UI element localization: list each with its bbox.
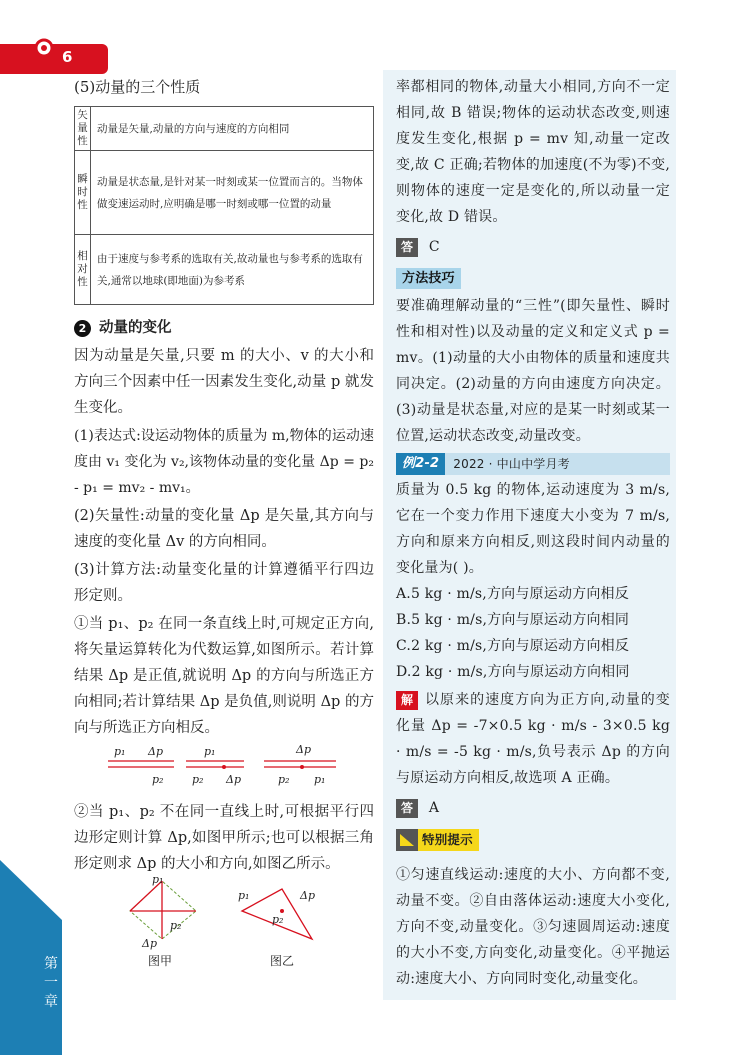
fig-caption-jia: 图甲	[148, 954, 173, 968]
tip-icon	[396, 829, 418, 851]
sub-heading: (5)动量的三个性质	[74, 78, 201, 96]
solution-tag: 解	[396, 691, 418, 710]
fig-label-p2: p₂	[152, 773, 164, 786]
table-value: 由于速度与参考系的选取有关,故动量也与参考系的选取有关,通常以地球(即地面)为参考系	[91, 235, 374, 305]
example-source: 2022 · 中山中学月考	[453, 457, 570, 471]
table-key: 瞬时性	[75, 151, 91, 235]
paragraph: (3)计算方法:动量变化量的计算遵循平行四边形定则。	[74, 562, 374, 604]
solution-text: 以原来的速度方向为正方向,动量的变化量 Δp = -7×0.5 kg · m/s - 3×0.5 kg · m/s = -5 kg · m/s,负号表示 Δp 的方向与原运动方向相反,故选项 A 正确。	[396, 692, 670, 786]
section-heading	[74, 315, 374, 341]
fig-label-p1: p₁	[314, 773, 326, 786]
properties-table	[74, 106, 374, 305]
solution-block	[396, 687, 670, 791]
chapter-label: 第一章	[44, 956, 58, 1010]
example-header	[396, 453, 670, 475]
table-key: 矢量性	[75, 107, 91, 151]
key-logo-icon	[30, 38, 60, 78]
method-tips-text: 要准确理解动量的“三性”(即矢量性、瞬时性和相对性)以及动量的定义和定义式 p = mv。(1)动量的大小由物体的质量和速度共同决定。(2)动量的方向由速度方向决定。(3)动量是状态量,对应的是某一时刻或某一位置,运动状态改变,动量改变。	[396, 298, 670, 444]
fig-label-p2: p₂	[192, 773, 204, 786]
answer-line	[396, 234, 670, 260]
option-b: B.5 kg · m/s,方向与原运动方向相同	[396, 612, 630, 628]
paragraph: ②当 p₁、p₂ 不在同一直线上时,可根据平行四边形定则计算 Δp,如图甲所示;也可以根据三角形定则求 Δp 的大小和方向,如图乙所示。	[74, 804, 374, 872]
fig-label-dp: Δp	[296, 743, 311, 756]
special-tip-label	[396, 829, 479, 851]
fig-label-dp: Δp	[300, 889, 315, 902]
option-c: C.2 kg · m/s,方向与原运动方向相反	[396, 638, 630, 654]
left-column	[74, 74, 374, 977]
section-number-badge: 2	[74, 320, 91, 337]
fig-label-p1: p₁	[204, 745, 216, 758]
paragraph: ①当 p₁、p₂ 在同一条直线上时,可规定正方向,将矢量运算转化为代数运算,如图所示。若计算结果 Δp 是正值,就说明 Δp 的方向与所选正方向相同;若计算结果 Δp 是负值,则说明 Δp 的方向与所选正方向相反。	[74, 616, 374, 736]
collinear-vector-figure	[74, 741, 374, 797]
example-label: 例2-2	[396, 453, 445, 475]
parallelogram-triangle-diagram	[74, 877, 374, 977]
answer-line	[396, 795, 670, 821]
table-row	[75, 151, 374, 235]
paragraph: (1)表达式:设运动物体的质量为 m,物体的运动速度由 v₁ 变化为 v₂,该物体动量的变化量 Δp = p₂ - p₁ = mv₂ - mv₁。	[74, 428, 374, 496]
fig-label-p1: p₁	[238, 889, 250, 902]
fig-label-p2: p₂	[170, 919, 182, 932]
special-tip-text: ①匀速直线运动:速度的大小、方向都不变,动量不变。②自由落体运动:速度大小变化,方向不变,动量变化。③匀速圆周运动:速度的大小不变,方向变化,动量变化。④平抛运动:速度大小、方向同时变化,动量变化。	[396, 867, 670, 987]
fig-caption-yi: 图乙	[270, 954, 295, 968]
fig-label-p2: p₂	[272, 913, 284, 926]
vector-addition-figure	[74, 877, 374, 977]
answer-tag: 答	[396, 799, 418, 818]
answer-value: C	[428, 239, 440, 255]
table-row	[75, 235, 374, 305]
fig-label-dp: Δp	[148, 745, 163, 758]
fig-label-dp: Δp	[226, 773, 241, 786]
fig-label-p1: p₁	[152, 877, 164, 886]
question-text: 质量为 0.5 kg 的物体,运动速度为 3 m/s,它在一个变力作用下速度大小变为 7 m/s,方向和原来方向相反,则这段时间内动量的变化量为( )。	[396, 482, 670, 576]
tip-label-text: 特别提示	[422, 832, 473, 847]
page-number: 6	[62, 48, 73, 66]
paragraph: (2)矢量性:动量的变化量 Δp 是矢量,其方向与速度的变化量 Δv 的方向相同。	[74, 508, 374, 550]
right-column	[396, 72, 670, 992]
table-row	[75, 107, 374, 151]
paragraph: 因为动量是矢量,只要 m 的大小、v 的大小和方向三个因素中任一因素发生变化,动量 p 就发生变化。	[74, 348, 374, 416]
option-d: D.2 kg · m/s,方向与原运动方向相同	[396, 664, 630, 680]
table-key: 相对性	[75, 235, 91, 305]
section-title: 动量的变化	[99, 320, 172, 336]
table-value: 动量是状态量,是针对某一时刻或某一位置而言的。当物体做变速运动时,应明确是哪一时刻或哪一位置的动量	[91, 151, 374, 235]
fig-label-dp: Δp	[142, 937, 157, 950]
continued-explanation: 率都相同的物体,动量大小相同,方向不一定相同,故 B 错误;物体的运动状态改变,则速度发生变化,根据 p = mv 知,动量一定改变,故 C 正确;若物体的加速度(不为零)不变,则物体的速度一定是变化的,所以动量一定变化,故 D 错误。	[396, 79, 670, 225]
fig-label-p2: p₂	[278, 773, 290, 786]
method-tips-label: 方法技巧	[396, 268, 461, 289]
answer-value: A	[428, 800, 440, 816]
collinear-vector-diagram	[74, 741, 374, 797]
table-value: 动量是矢量,动量的方向与速度的方向相同	[91, 107, 374, 151]
fig-label-p1: p₁	[114, 745, 126, 758]
answer-tag: 答	[396, 238, 418, 257]
option-a: A.5 kg · m/s,方向与原运动方向相反	[396, 586, 629, 602]
